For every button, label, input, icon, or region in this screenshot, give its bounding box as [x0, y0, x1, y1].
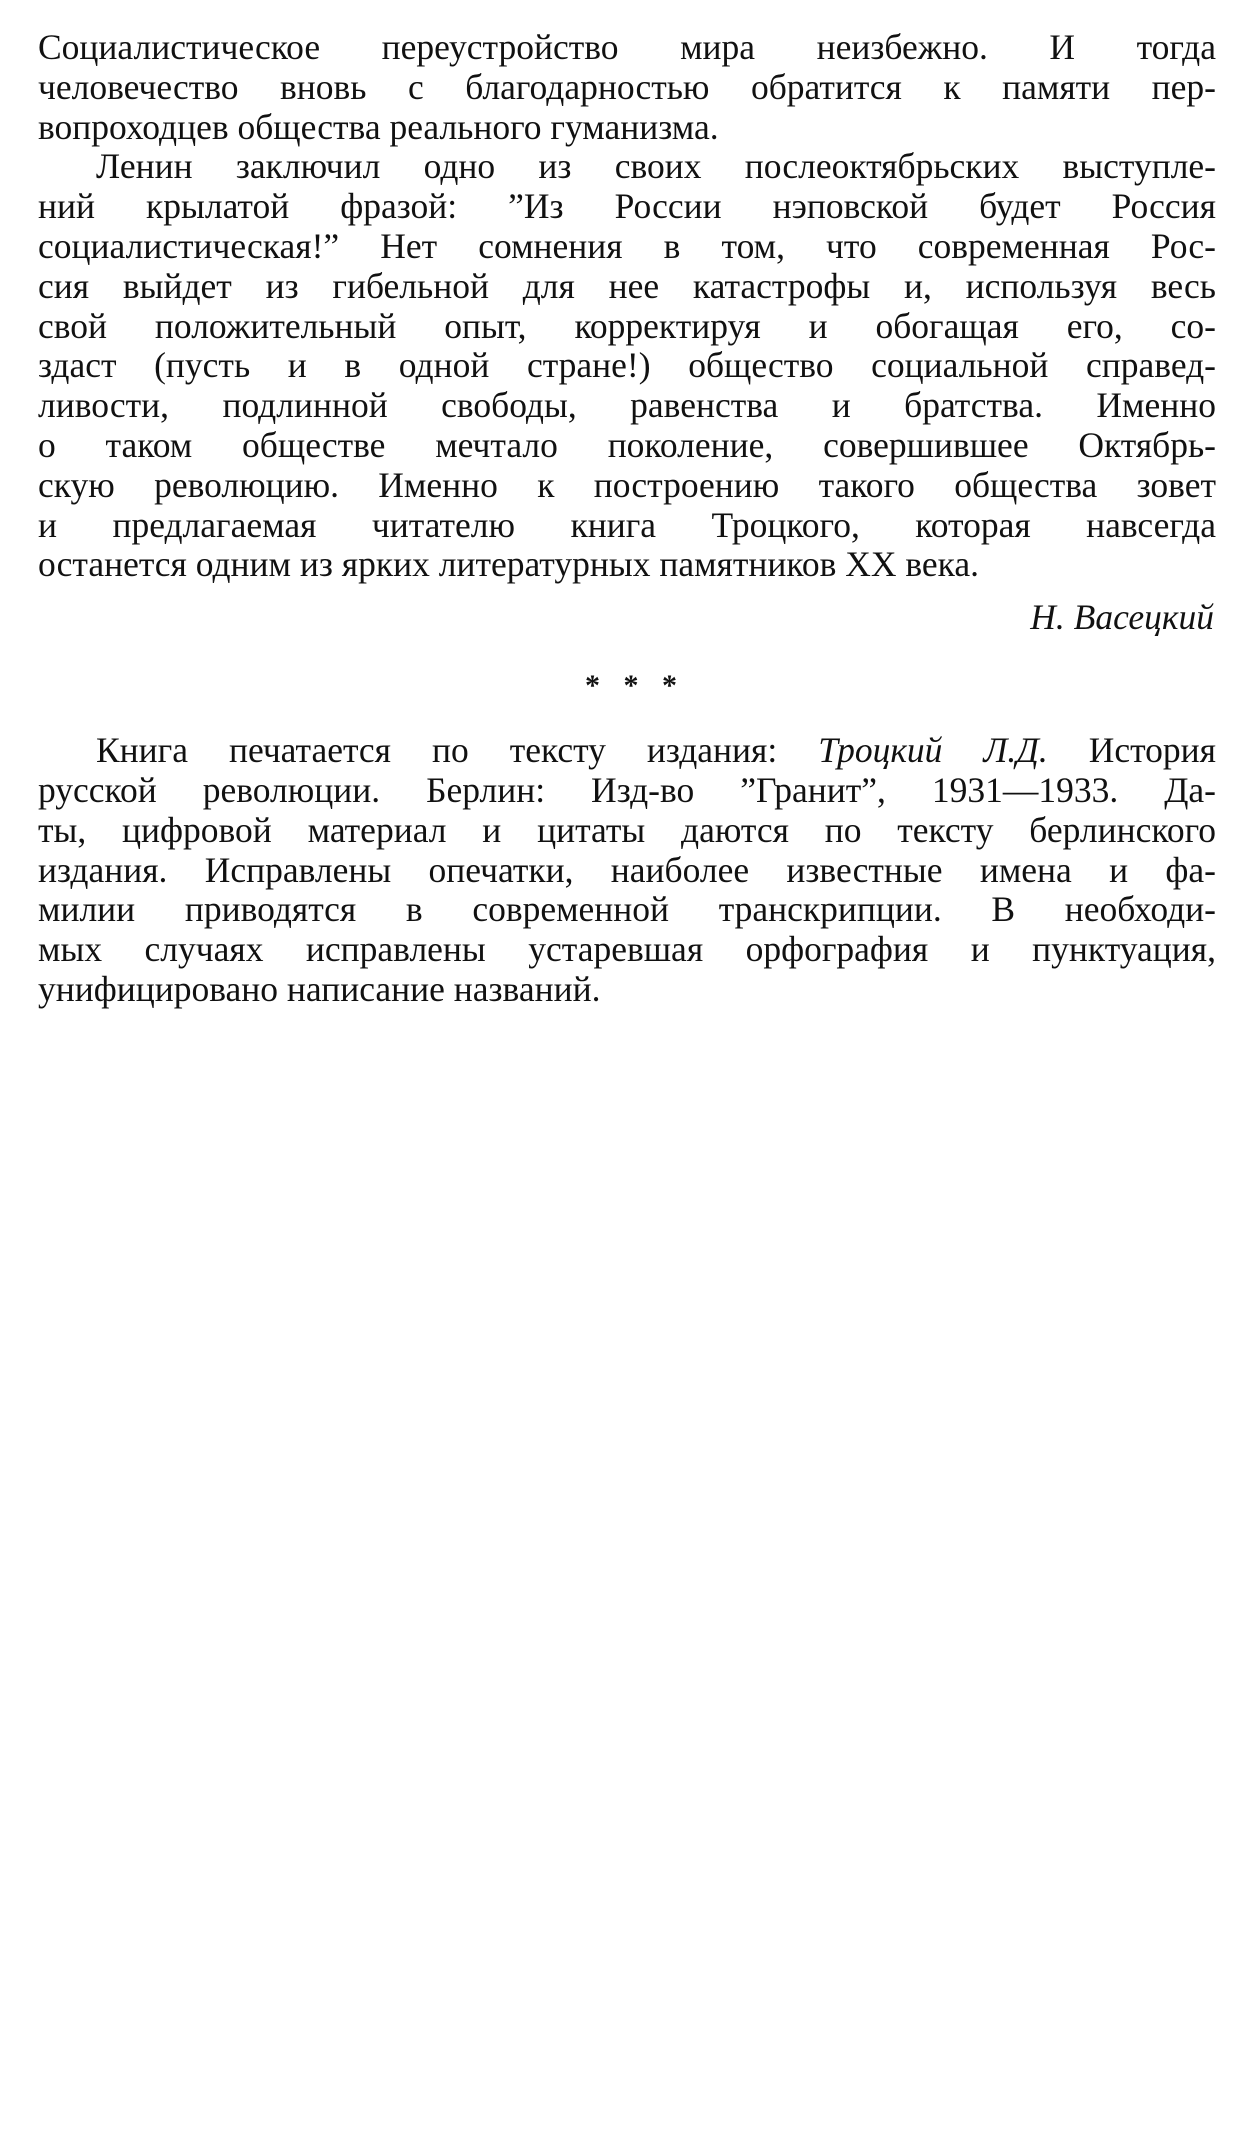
text-line: мых случаях исправлены устаревшая орфография и пунктуация,: [38, 930, 1216, 970]
text-fragment: История: [1047, 731, 1216, 771]
text-line: милии приводятся в современной транскрипции. В необходи-: [38, 890, 1216, 930]
text-line: ний крылатой фразой: ”Из России нэповской будет Россия: [38, 187, 1216, 227]
text-line: сия выйдет из гибельной для нее катастрофы и, используя весь: [38, 266, 1216, 306]
author-signature: Н. Васецкий: [1030, 597, 1214, 638]
text-line: социалистическая!” Нет сомнения в том, что современная Рос-: [38, 226, 1216, 266]
text-line: русской революции. Берлин: Изд-во ”Гранит”, 1931—1933. Да-: [38, 770, 1216, 810]
text-fragment: Книга печатается по тексту издания:: [96, 731, 819, 771]
paragraph-2: [38, 147, 1216, 585]
text-line: вопроходцев общества реального гуманизма.: [38, 107, 719, 147]
text-line: здаст (пусть и в одной стране!) общество социальной справед-: [38, 346, 1216, 386]
text-line: останется одним из ярких литературных памятников XX века.: [38, 545, 980, 585]
text-line: о таком обществе мечтало поколение, совершившее Октябрь-: [38, 425, 1216, 465]
author-reference: Троцкий Л.Д.: [818, 731, 1048, 771]
text-line: свой положительный опыт, корректируя и обогащая его, со-: [38, 306, 1216, 346]
text-line: и предлагаемая читателю книга Троцкого, которая навсегда: [38, 505, 1216, 545]
document-page: [38, 28, 1216, 1010]
text-line: издания. Исправлены опечатки, наиболее известные имена и фа-: [38, 850, 1216, 890]
section-separator: * * *: [585, 669, 685, 703]
text-line: человечество вновь с благодарностью обратится к памяти пер-: [38, 67, 1216, 107]
paragraph-1: [38, 28, 1216, 147]
text-line: ты, цифровой материал и цитаты даются по тексту берлинского: [38, 810, 1216, 850]
text-line: Социалистическое переустройство мира неизбежно. И тогда: [38, 28, 1216, 67]
text-line: унифицировано написание названий.: [38, 969, 601, 1009]
text-line: скую революцию. Именно к построению такого общества зовет: [38, 465, 1216, 505]
text-line: Ленин заключил одно из своих послеоктябрьских выступле-: [96, 147, 1216, 187]
text-line: [38, 731, 1216, 771]
text-line: ливости, подлинной свободы, равенства и братства. Именно: [38, 386, 1216, 426]
edition-note: [38, 731, 1216, 1010]
